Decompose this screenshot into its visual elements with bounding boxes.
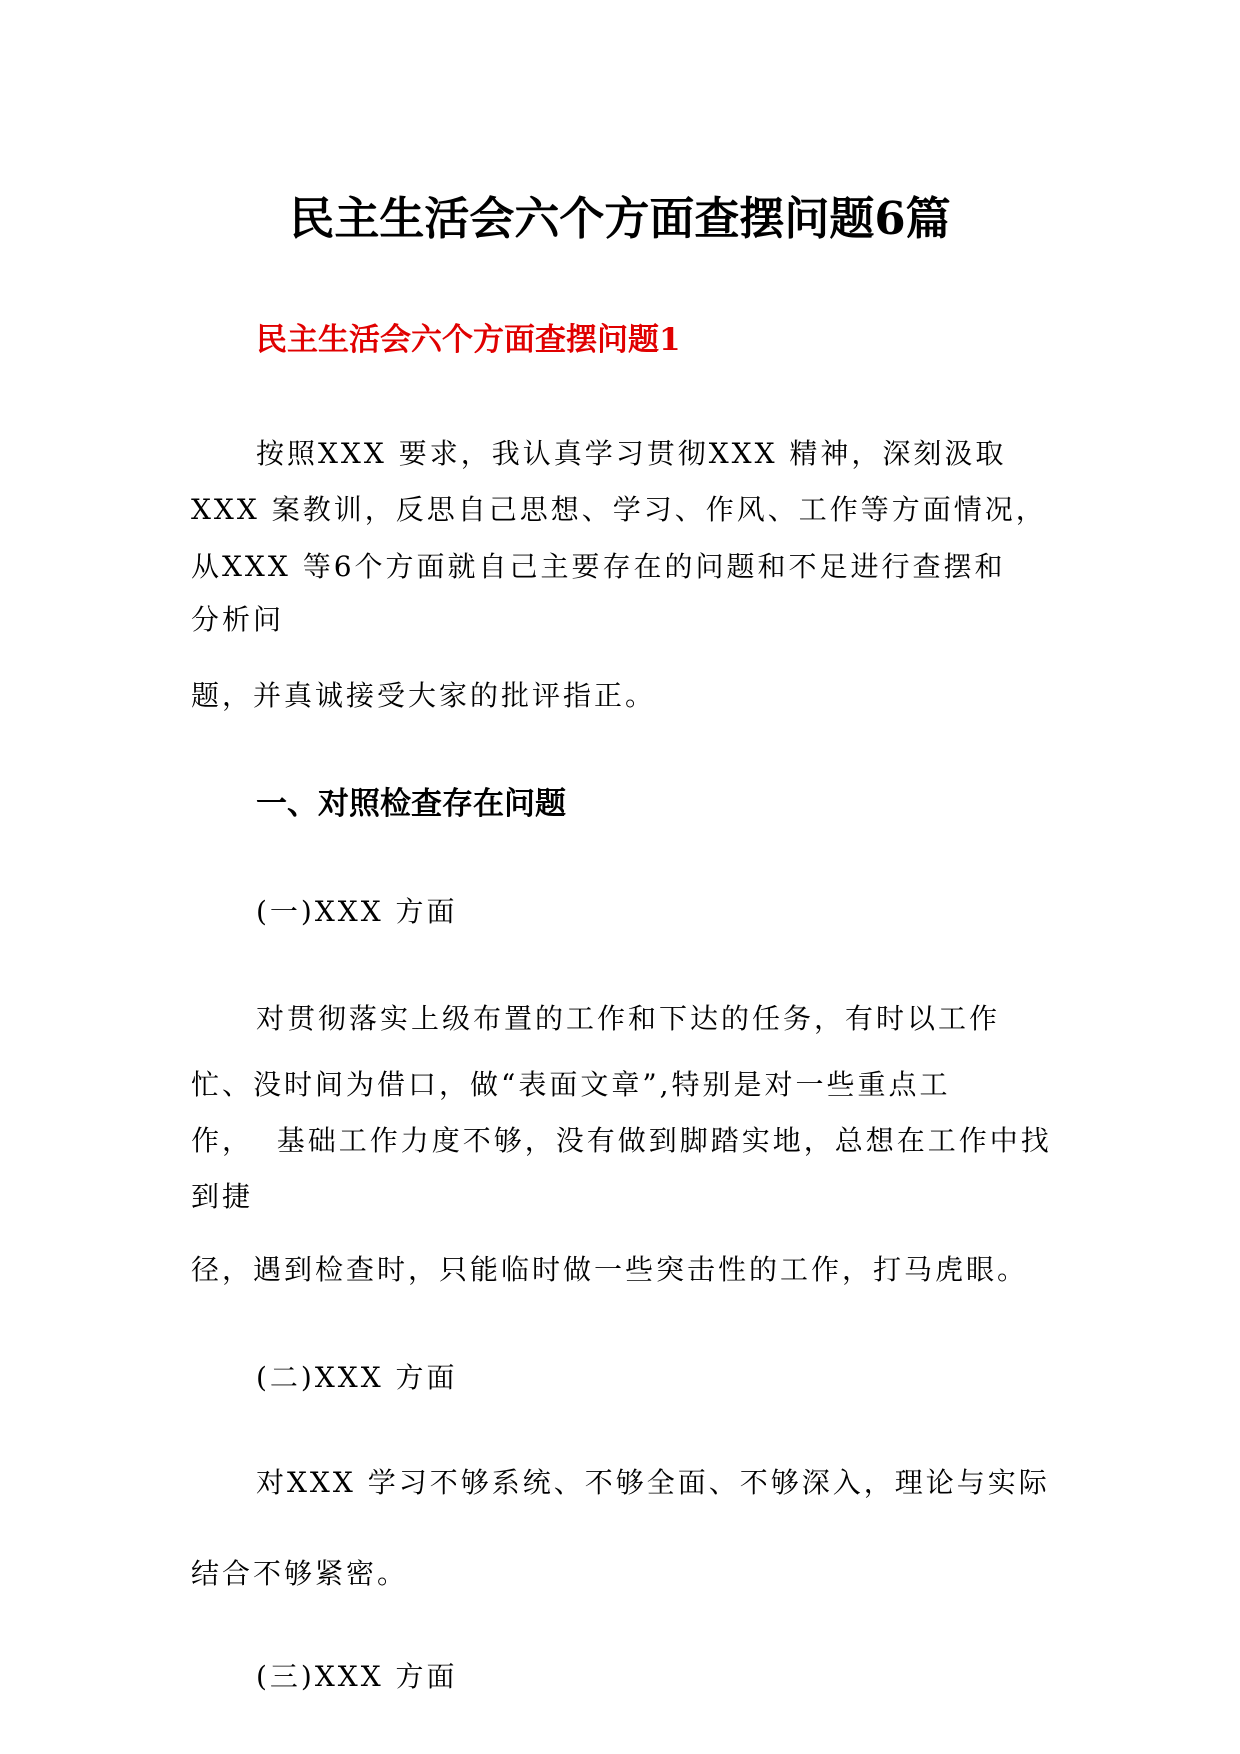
item-label-3: (三)XXX 方面	[256, 1660, 458, 1693]
intro-line: 题，并真诚接受大家的批评指正。	[191, 679, 657, 712]
heading-problems: 一、对照检查存在问题	[256, 786, 566, 822]
item-2-line: 结合不够紧密。	[191, 1557, 409, 1590]
intro-line: XXX 案教训，反思自己思想、学习、作风、工作等方面情况，	[191, 493, 1047, 526]
intro-line: 分析问	[191, 603, 285, 636]
section-title: 民主生活会六个方面查摆问题1	[256, 322, 681, 358]
item-1-line: 径，遇到检查时，只能临时做一些突击性的工作，打马虎眼。	[191, 1253, 1029, 1286]
item-1-line: 忙、没时间为借口，做“表面文章”,特别是对一些重点工	[191, 1068, 951, 1101]
item-2-line: 对XXX 学习不够系统、不够全面、不够深入，理论与实际	[256, 1466, 1050, 1499]
item-1-line: 对贯彻落实上级布置的工作和下达的任务，有时以工作	[256, 1002, 1001, 1035]
intro-line: 按照XXX 要求，我认真学习贯彻XXX 精神，深刻汲取	[256, 437, 1007, 470]
item-1-line: 到捷	[191, 1180, 254, 1213]
item-label-2: (二)XXX 方面	[256, 1361, 458, 1394]
document-title: 民主生活会六个方面查摆问题6篇	[289, 192, 951, 245]
item-1-line: 作， 基础工作力度不够，没有做到脚踏实地，总想在工作中找	[191, 1124, 1052, 1157]
item-label-1: (一)XXX 方面	[256, 895, 458, 928]
intro-line: 从XXX 等6个方面就自己主要存在的问题和不足进行查摆和	[191, 550, 1006, 583]
